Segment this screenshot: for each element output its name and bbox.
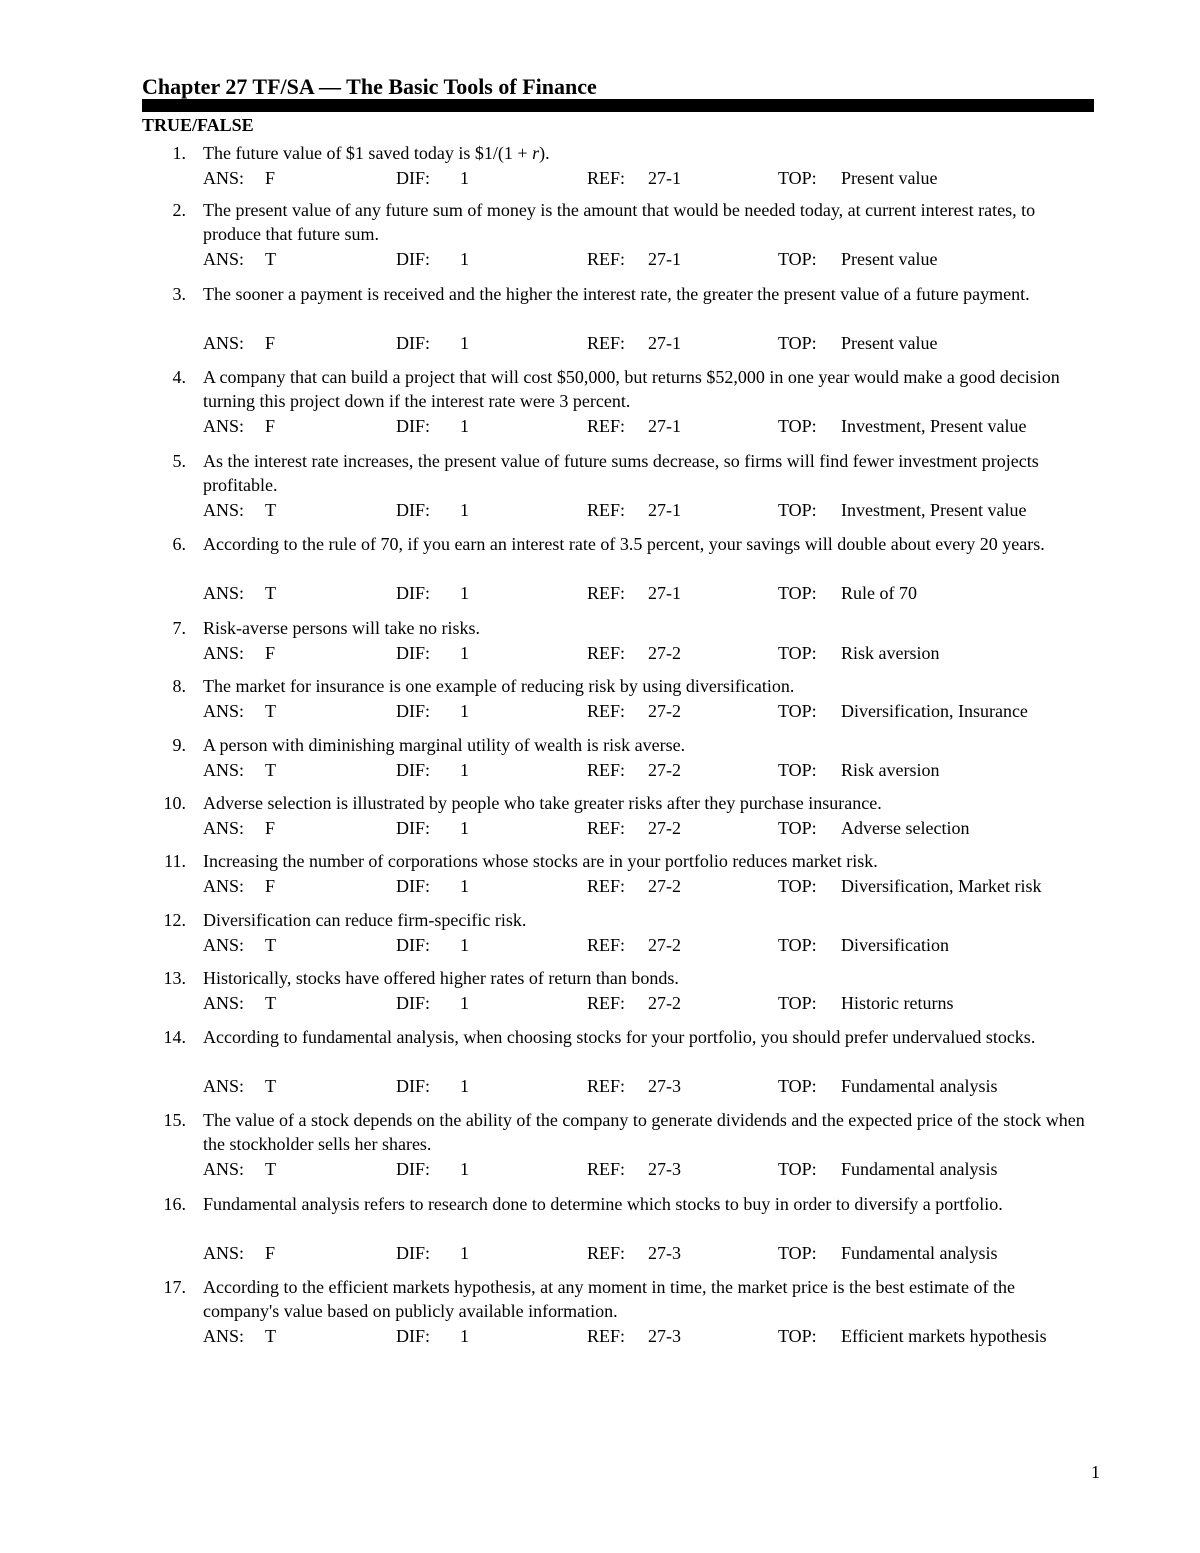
topic-field: [778, 1074, 998, 1098]
difficulty-field: [396, 933, 469, 957]
reference-label: REF:: [587, 876, 626, 896]
question-text: According to the efficient markets hypothesis, at any moment in time, the market price is the best estimate of the company's value based on publicly available information.: [203, 1277, 1015, 1321]
answer-label: ANS:: [203, 168, 245, 188]
answer-value: F: [265, 1243, 276, 1263]
answer-value: F: [265, 333, 276, 353]
difficulty-field: [396, 758, 469, 782]
answer-value: T: [265, 583, 276, 603]
answer-field: [203, 816, 276, 840]
reference-label: REF:: [587, 500, 626, 520]
answer-field: [203, 414, 276, 438]
answer-meta: [203, 699, 1095, 723]
difficulty-field: [396, 816, 469, 840]
reference-field: [587, 1157, 681, 1181]
topic-field: [778, 874, 1042, 898]
difficulty-label: DIF:: [396, 249, 431, 269]
difficulty-label: DIF:: [396, 1159, 431, 1179]
answer-field: [203, 933, 276, 957]
question-number: 6.: [172, 534, 186, 554]
topic-field: [778, 1241, 998, 1265]
difficulty-field: [396, 991, 469, 1015]
question-text: Diversification can reduce firm-specific risk.: [203, 910, 527, 930]
reference-label: REF:: [587, 935, 626, 955]
reference-label: REF:: [587, 760, 626, 780]
difficulty-field: [396, 581, 469, 605]
answer-meta: [203, 247, 1095, 271]
reference-field: [587, 641, 681, 665]
difficulty-label: DIF:: [396, 1326, 431, 1346]
difficulty-field: [396, 414, 469, 438]
reference-label: REF:: [587, 993, 626, 1013]
topic-field: [778, 758, 940, 782]
reference-label: REF:: [587, 1243, 626, 1263]
reference-label: REF:: [587, 333, 626, 353]
answer-label: ANS:: [203, 760, 245, 780]
topic-field: [778, 247, 938, 271]
answer-value: F: [265, 818, 276, 838]
answer-label: ANS:: [203, 249, 245, 269]
answer-value: T: [265, 1159, 276, 1179]
difficulty-label: DIF:: [396, 500, 431, 520]
topic-field: [778, 498, 1027, 522]
topic-label: TOP:: [778, 416, 817, 436]
answer-value: F: [265, 168, 276, 188]
topic-value: Rule of 70: [841, 583, 917, 603]
answer-meta: [203, 414, 1095, 438]
topic-label: TOP:: [778, 168, 817, 188]
reference-field: [587, 1241, 681, 1265]
topic-field: [778, 331, 938, 355]
question-number: 14.: [163, 1027, 186, 1047]
topic-label: TOP:: [778, 1326, 817, 1346]
reference-field: [587, 581, 681, 605]
reference-label: REF:: [587, 1076, 626, 1096]
reference-field: [587, 247, 681, 271]
answer-value: F: [265, 643, 276, 663]
answer-label: ANS:: [203, 876, 245, 896]
difficulty-label: DIF:: [396, 818, 431, 838]
answer-label: ANS:: [203, 701, 245, 721]
question-number: 9.: [172, 735, 186, 755]
difficulty-field: [396, 1241, 469, 1265]
question-number: 11.: [164, 851, 186, 871]
topic-label: TOP:: [778, 1076, 817, 1096]
reference-value: 27-2: [648, 760, 681, 780]
reference-value: 27-2: [648, 993, 681, 1013]
answer-label: ANS:: [203, 583, 245, 603]
reference-field: [587, 414, 681, 438]
difficulty-field: [396, 1157, 469, 1181]
topic-value: Risk aversion: [841, 760, 940, 780]
answer-field: [203, 1157, 276, 1181]
answer-field: [203, 641, 276, 665]
question-text: Risk-averse persons will take no risks.: [203, 618, 480, 638]
reference-field: [587, 498, 681, 522]
question-number: 17.: [163, 1277, 186, 1297]
answer-label: ANS:: [203, 1243, 245, 1263]
topic-value: Present value: [841, 168, 938, 188]
topic-value: Diversification, Insurance: [841, 701, 1028, 721]
reference-value: 27-1: [648, 583, 681, 603]
difficulty-field: [396, 331, 469, 355]
reference-label: REF:: [587, 168, 626, 188]
reference-value: 27-2: [648, 643, 681, 663]
reference-field: [587, 816, 681, 840]
reference-value: 27-1: [648, 333, 681, 353]
answer-meta: [203, 1324, 1095, 1348]
difficulty-value: 1: [460, 760, 469, 780]
question-text: Adverse selection is illustrated by people who take greater risks after they purchase insurance.: [203, 793, 882, 813]
answer-label: ANS:: [203, 333, 245, 353]
question-text: The market for insurance is one example of reducing risk by using diversification.: [203, 676, 795, 696]
topic-label: TOP:: [778, 249, 817, 269]
answer-label: ANS:: [203, 643, 245, 663]
question-text: The future value of $1 saved today is $1/(1 + r).: [203, 143, 550, 163]
reference-value: 27-2: [648, 818, 681, 838]
reference-value: 27-1: [648, 249, 681, 269]
reference-field: [587, 758, 681, 782]
question-number: 15.: [163, 1110, 186, 1130]
answer-value: T: [265, 249, 276, 269]
question-text: Fundamental analysis refers to research done to determine which stocks to buy in order to diversify a portfolio.: [203, 1194, 1003, 1214]
answer-field: [203, 581, 276, 605]
difficulty-label: DIF:: [396, 168, 431, 188]
answer-label: ANS:: [203, 1076, 245, 1096]
topic-label: TOP:: [778, 876, 817, 896]
answer-field: [203, 874, 276, 898]
difficulty-value: 1: [460, 333, 469, 353]
page-number: 1: [1091, 1462, 1100, 1482]
reference-label: REF:: [587, 1159, 626, 1179]
topic-value: Risk aversion: [841, 643, 940, 663]
reference-field: [587, 1074, 681, 1098]
question-number: 4.: [172, 367, 186, 387]
difficulty-label: DIF:: [396, 1243, 431, 1263]
reference-value: 27-3: [648, 1076, 681, 1096]
reference-field: [587, 991, 681, 1015]
answer-value: T: [265, 1326, 276, 1346]
question-text: As the interest rate increases, the present value of future sums decrease, so firms will find fewer investment projects profitable.: [203, 451, 1039, 495]
answer-meta: [203, 1074, 1095, 1098]
answer-value: T: [265, 993, 276, 1013]
answer-field: [203, 166, 276, 190]
answer-field: [203, 331, 276, 355]
difficulty-value: 1: [460, 935, 469, 955]
difficulty-field: [396, 247, 469, 271]
answer-field: [203, 1241, 276, 1265]
difficulty-value: 1: [460, 249, 469, 269]
topic-value: Present value: [841, 333, 938, 353]
difficulty-field: [396, 166, 469, 190]
topic-label: TOP:: [778, 818, 817, 838]
reference-value: 27-2: [648, 701, 681, 721]
topic-label: TOP:: [778, 583, 817, 603]
reference-value: 27-3: [648, 1326, 681, 1346]
difficulty-label: DIF:: [396, 760, 431, 780]
reference-label: REF:: [587, 701, 626, 721]
topic-label: TOP:: [778, 1243, 817, 1263]
topic-value: Investment, Present value: [841, 500, 1027, 520]
topic-value: Diversification, Market risk: [841, 876, 1042, 896]
question-text: According to fundamental analysis, when choosing stocks for your portfolio, you should prefer undervalued stocks.: [203, 1027, 1036, 1047]
difficulty-field: [396, 874, 469, 898]
reference-value: 27-2: [648, 876, 681, 896]
question-number: 13.: [163, 968, 186, 988]
answer-field: [203, 991, 276, 1015]
topic-field: [778, 1324, 1047, 1348]
answer-meta: [203, 166, 1095, 190]
topic-value: Adverse selection: [841, 818, 970, 838]
difficulty-label: DIF:: [396, 583, 431, 603]
topic-field: [778, 816, 970, 840]
topic-value: Fundamental analysis: [841, 1076, 998, 1096]
question-text: A company that can build a project that will cost $50,000, but returns $52,000 in one year would make a good decision turning this project down if the interest rate were 3 percent.: [203, 367, 1060, 411]
answer-label: ANS:: [203, 935, 245, 955]
question-text: The present value of any future sum of money is the amount that would be needed today, at current interest rates, to produce that future sum.: [203, 200, 1036, 244]
answer-label: ANS:: [203, 416, 245, 436]
difficulty-field: [396, 699, 469, 723]
reference-label: REF:: [587, 643, 626, 663]
answer-meta: [203, 331, 1095, 355]
topic-label: TOP:: [778, 993, 817, 1013]
topic-field: [778, 641, 940, 665]
answer-meta: [203, 641, 1095, 665]
difficulty-value: 1: [460, 701, 469, 721]
topic-label: TOP:: [778, 333, 817, 353]
answer-meta: [203, 758, 1095, 782]
difficulty-value: 1: [460, 876, 469, 896]
question-text: The sooner a payment is received and the higher the interest rate, the greater the present value of a future payment.: [203, 284, 1030, 304]
answer-label: ANS:: [203, 500, 245, 520]
difficulty-field: [396, 1074, 469, 1098]
topic-value: Investment, Present value: [841, 416, 1027, 436]
topic-field: [778, 699, 1028, 723]
answer-meta: [203, 874, 1095, 898]
difficulty-field: [396, 498, 469, 522]
reference-field: [587, 699, 681, 723]
answer-value: F: [265, 416, 276, 436]
difficulty-label: DIF:: [396, 876, 431, 896]
question-number: 8.: [172, 676, 186, 696]
difficulty-value: 1: [460, 1076, 469, 1096]
question-text: The value of a stock depends on the ability of the company to generate dividends and the expected price of the stock when the stockholder sells her shares.: [203, 1110, 1085, 1154]
difficulty-label: DIF:: [396, 643, 431, 663]
answer-value: T: [265, 701, 276, 721]
answer-meta: [203, 1241, 1095, 1265]
difficulty-value: 1: [460, 1159, 469, 1179]
topic-label: TOP:: [778, 1159, 817, 1179]
section-heading: TRUE/FALSE: [142, 115, 254, 135]
question-text: Historically, stocks have offered higher rates of return than bonds.: [203, 968, 679, 988]
answer-meta: [203, 933, 1095, 957]
answer-label: ANS:: [203, 818, 245, 838]
question-number: 1.: [172, 143, 186, 163]
question-text: According to the rule of 70, if you earn an interest rate of 3.5 percent, your savings will double about every 20 years.: [203, 534, 1045, 554]
question-number: 2.: [172, 200, 186, 220]
reference-value: 27-1: [648, 416, 681, 436]
reference-value: 27-1: [648, 500, 681, 520]
reference-field: [587, 166, 681, 190]
answer-field: [203, 758, 276, 782]
answer-value: T: [265, 1076, 276, 1096]
topic-field: [778, 933, 949, 957]
answer-label: ANS:: [203, 1159, 245, 1179]
topic-field: [778, 166, 938, 190]
topic-value: Fundamental analysis: [841, 1243, 998, 1263]
reference-label: REF:: [587, 249, 626, 269]
difficulty-field: [396, 1324, 469, 1348]
answer-field: [203, 1074, 276, 1098]
topic-value: Present value: [841, 249, 938, 269]
topic-field: [778, 414, 1027, 438]
difficulty-label: DIF:: [396, 333, 431, 353]
topic-label: TOP:: [778, 760, 817, 780]
difficulty-value: 1: [460, 416, 469, 436]
reference-field: [587, 933, 681, 957]
answer-field: [203, 498, 276, 522]
topic-label: TOP:: [778, 701, 817, 721]
topic-value: Diversification: [841, 935, 949, 955]
difficulty-label: DIF:: [396, 1076, 431, 1096]
question-number: 5.: [172, 451, 186, 471]
difficulty-label: DIF:: [396, 993, 431, 1013]
question-text: A person with diminishing marginal utility of wealth is risk averse.: [203, 735, 686, 755]
reference-label: REF:: [587, 818, 626, 838]
reference-field: [587, 874, 681, 898]
difficulty-field: [396, 641, 469, 665]
reference-label: REF:: [587, 416, 626, 436]
topic-value: Fundamental analysis: [841, 1159, 998, 1179]
question-number: 10.: [163, 793, 186, 813]
difficulty-label: DIF:: [396, 416, 431, 436]
answer-value: T: [265, 935, 276, 955]
reference-value: 27-3: [648, 1159, 681, 1179]
topic-label: TOP:: [778, 500, 817, 520]
question-number: 7.: [172, 618, 186, 638]
answer-label: ANS:: [203, 993, 245, 1013]
reference-value: 27-3: [648, 1243, 681, 1263]
reference-field: [587, 1324, 681, 1348]
difficulty-value: 1: [460, 643, 469, 663]
answer-meta: [203, 991, 1095, 1015]
reference-field: [587, 331, 681, 355]
difficulty-label: DIF:: [396, 935, 431, 955]
difficulty-value: 1: [460, 1326, 469, 1346]
difficulty-value: 1: [460, 168, 469, 188]
answer-value: T: [265, 760, 276, 780]
reference-value: 27-2: [648, 935, 681, 955]
topic-value: Historic returns: [841, 993, 954, 1013]
page-title: Chapter 27 TF/SA — The Basic Tools of Finance: [142, 74, 597, 99]
difficulty-value: 1: [460, 818, 469, 838]
difficulty-value: 1: [460, 583, 469, 603]
answer-value: F: [265, 876, 276, 896]
difficulty-value: 1: [460, 500, 469, 520]
answer-label: ANS:: [203, 1326, 245, 1346]
answer-meta: [203, 816, 1095, 840]
question-text: Increasing the number of corporations whose stocks are in your portfolio reduces market risk.: [203, 851, 878, 871]
answer-meta: [203, 581, 1095, 605]
reference-value: 27-1: [648, 168, 681, 188]
reference-label: REF:: [587, 1326, 626, 1346]
question-number: 12.: [163, 910, 186, 930]
topic-field: [778, 991, 954, 1015]
topic-label: TOP:: [778, 935, 817, 955]
topic-label: TOP:: [778, 643, 817, 663]
topic-field: [778, 581, 917, 605]
answer-meta: [203, 498, 1095, 522]
question-number: 16.: [163, 1194, 186, 1214]
difficulty-value: 1: [460, 1243, 469, 1263]
answer-value: T: [265, 500, 276, 520]
answer-field: [203, 1324, 276, 1348]
answer-meta: [203, 1157, 1095, 1181]
answer-field: [203, 247, 276, 271]
difficulty-label: DIF:: [396, 701, 431, 721]
reference-label: REF:: [587, 583, 626, 603]
topic-field: [778, 1157, 998, 1181]
answer-field: [203, 699, 276, 723]
difficulty-value: 1: [460, 993, 469, 1013]
topic-value: Efficient markets hypothesis: [841, 1326, 1047, 1346]
question-number: 3.: [172, 284, 186, 304]
